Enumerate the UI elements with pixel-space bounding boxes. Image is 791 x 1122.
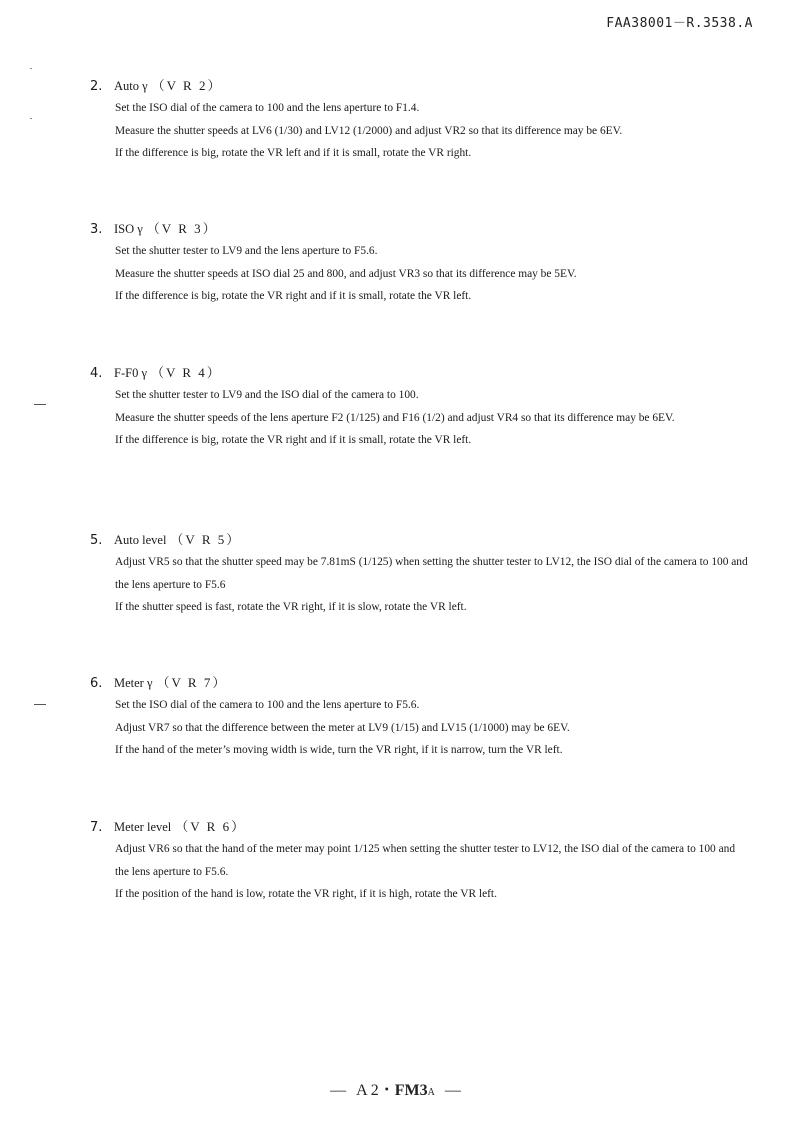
margin-tick [34, 404, 46, 405]
section-title: Auto level [114, 533, 167, 547]
section-title: Meter level [114, 820, 172, 834]
section-auto-gamma [90, 75, 750, 165]
section-meter-gamma [90, 672, 750, 762]
section-heading [90, 75, 750, 97]
paragraph: Adjust VR5 so that the shutter speed may be 7.81mS (1/125) when setting the shutter tester to LV12, the ISO dial of the camera to 100 and the lens aperture to F5.6 [115, 556, 748, 591]
paragraph: Measure the shutter speeds at LV6 (1/30) and LV12 (1/2000) and adjust VR2 so that its difference may be 6EV. [115, 124, 623, 137]
section-body [115, 97, 750, 165]
section-body [115, 240, 750, 308]
section-number: 4. [90, 366, 103, 381]
section-heading [90, 816, 750, 838]
section-vr-label: （V R 7） [156, 675, 228, 690]
scan-mark [30, 68, 32, 69]
footer-separator: ・ [378, 1082, 395, 1099]
section-auto-level [90, 529, 750, 619]
paragraph: Measure the shutter speeds of the lens aperture F2 (1/125) and F16 (1/2) and adjust VR4 so that its difference may be 6EV. [115, 411, 675, 424]
paragraph: If the difference is big, rotate the VR right and if it is small, rotate the VR left. [115, 290, 472, 302]
section-title: Meter γ [114, 676, 153, 690]
section-title: Auto γ [114, 79, 148, 93]
section-number: 7. [90, 820, 103, 835]
section-body [115, 384, 750, 452]
section-vr-label: （V R 6） [175, 819, 247, 834]
section-meter-level [90, 816, 750, 906]
paragraph: If the difference is big, rotate the VR right and if it is small, rotate the VR left. [115, 434, 472, 446]
section-number: 6. [90, 676, 103, 691]
section-number: 3. [90, 222, 103, 237]
footer-dash: — [330, 1082, 347, 1099]
model-suffix: A [427, 1087, 435, 1098]
page-number: A 2 [356, 1082, 379, 1099]
document-code: FAA38001－R.3538.A [606, 16, 753, 31]
section-number: 5. [90, 533, 103, 548]
paragraph: Measure the shutter speeds at ISO dial 25 and 800, and adjust VR3 so that its difference may be 5EV. [115, 267, 577, 280]
section-f-f0-gamma [90, 362, 750, 452]
model-name: FM3 [394, 1082, 428, 1099]
scan-mark [30, 118, 32, 119]
section-iso-gamma [90, 218, 750, 308]
paragraph: Set the shutter tester to LV9 and the ISO dial of the camera to 100. [115, 389, 419, 401]
section-vr-label: （V R 3） [146, 221, 218, 236]
paragraph: If the hand of the meter’s moving width is wide, turn the VR right, if it is narrow, turn the VR left. [115, 744, 563, 756]
section-body [115, 694, 750, 762]
section-title: F-F0 γ [114, 366, 147, 380]
paragraph: If the shutter speed is fast, rotate the VR right, if it is slow, rotate the VR left. [115, 601, 467, 613]
paragraph: Set the ISO dial of the camera to 100 and the lens aperture to F5.6. [115, 699, 420, 711]
paragraph: Adjust VR6 so that the hand of the meter may point 1/125 when setting the shutter tester to LV12, the ISO dial of the camera to 100 and the lens aperture to F5.6. [115, 843, 736, 878]
section-number: 2. [90, 79, 103, 94]
section-heading [90, 672, 750, 694]
paragraph: If the difference is big, rotate the VR left and if it is small, rotate the VR right. [115, 147, 472, 159]
section-heading [90, 362, 750, 384]
section-body [115, 838, 750, 906]
section-heading [90, 218, 750, 240]
paragraph: Set the shutter tester to LV9 and the lens aperture to F5.6. [115, 245, 378, 257]
footer-dash: — [444, 1082, 461, 1099]
section-vr-label: （V R 2） [151, 78, 223, 93]
section-heading [90, 529, 750, 551]
section-body [115, 551, 750, 619]
section-title: ISO γ [114, 222, 143, 236]
paragraph: Adjust VR7 so that the difference between the meter at LV9 (1/15) and LV15 (1/1000) may be 6EV. [115, 721, 570, 734]
section-vr-label: （V R 5） [170, 532, 242, 547]
margin-tick [34, 704, 46, 705]
section-vr-label: （V R 4） [150, 365, 222, 380]
page-footer [0, 1077, 791, 1100]
paragraph: Set the ISO dial of the camera to 100 and the lens aperture to F1.4. [115, 102, 420, 114]
paragraph: If the position of the hand is low, rotate the VR right, if it is high, rotate the VR left. [115, 888, 497, 900]
